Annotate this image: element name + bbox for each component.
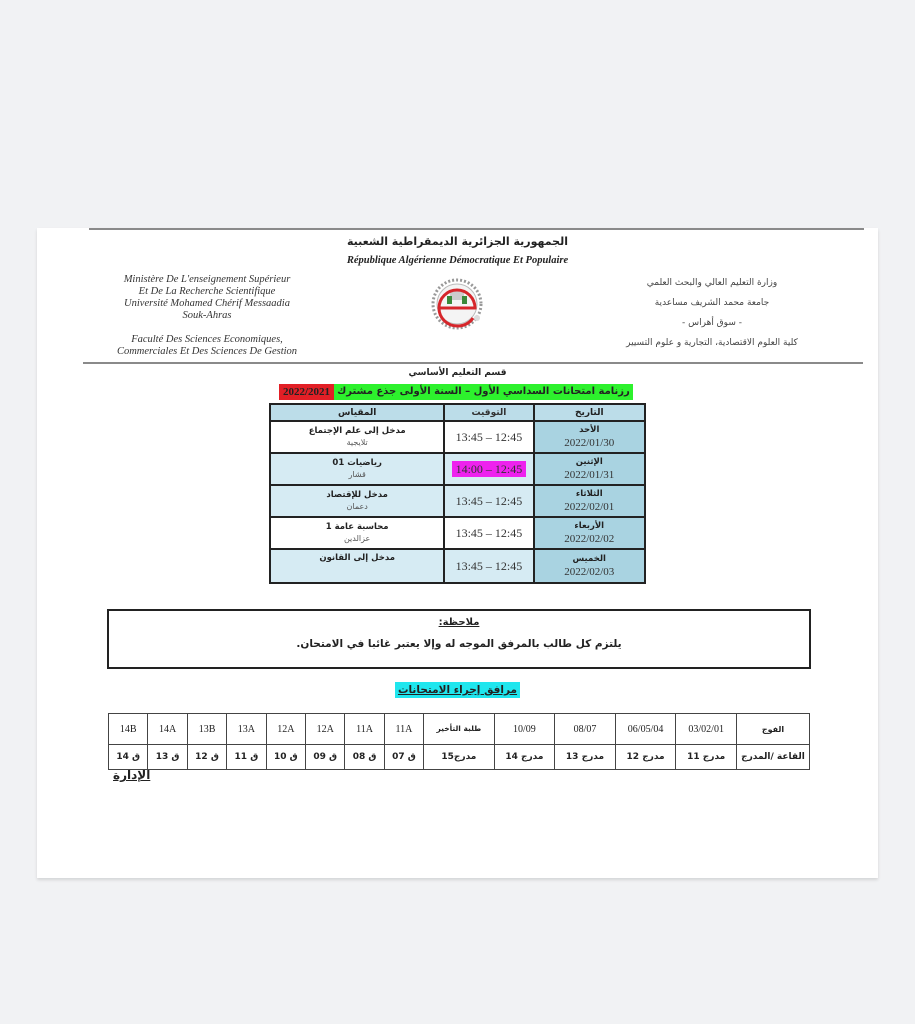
- teacher-name: تلايجية: [346, 438, 368, 447]
- date-value: 2022/02/01: [564, 501, 615, 513]
- day-name: الإثنين: [575, 457, 603, 467]
- group-cell: 14A: [148, 714, 187, 745]
- teacher-name: قشار: [348, 470, 366, 479]
- day-name: الأربعاء: [574, 521, 605, 531]
- schedule-title: [279, 384, 633, 400]
- table-row: [270, 549, 645, 583]
- date-cell: [534, 453, 645, 485]
- day-name: الثلاثاء: [575, 489, 603, 499]
- facilities-heading: [37, 680, 878, 698]
- day-name: الأحد: [579, 425, 600, 435]
- university-ar-line: جامعة محمد الشريف مساعدية: [654, 298, 770, 308]
- ministry-fr-line: Ministère De L'enseignement Supérieur: [123, 274, 291, 285]
- subject-cell: [270, 421, 444, 453]
- faculty-fr-line: Commerciales Et Des Sciences De Gestion: [116, 346, 298, 357]
- room-cell: ق 10: [266, 745, 305, 770]
- city-fr-line: Souk-Ahras: [182, 310, 232, 321]
- table-header-row: [270, 404, 645, 421]
- note-text: يلتزم كل طالب بالمرفق الموجه له وإلا يعتبر غائبا في الامتحان.: [296, 638, 622, 650]
- room-cell: ق 13: [148, 745, 187, 770]
- group-cell: 11A: [384, 714, 423, 745]
- time-cell: [444, 421, 533, 453]
- time-value-highlighted: 12:45 – 14:00: [452, 461, 527, 477]
- date-value: 2022/02/03: [564, 566, 615, 578]
- date-value: 2022/02/02: [564, 533, 615, 545]
- groups-row: [109, 714, 810, 745]
- schedule-title-main: رزنامة امتحانات السداسي الأول – السنة الأولى جذع مشترك: [334, 384, 633, 400]
- group-cell: 10/09: [494, 714, 555, 745]
- room-cell: ق 07: [384, 745, 423, 770]
- group-cell: 08/07: [555, 714, 616, 745]
- subject-cell: [270, 549, 444, 583]
- group-cell: 14B: [109, 714, 148, 745]
- date-value: 2022/01/31: [564, 469, 615, 481]
- room-cell: مدرج15: [424, 745, 494, 770]
- room-cell: مدرج 14: [494, 745, 555, 770]
- republic-arabic: الجمهورية الجزائرية الديمقراطية الشعبية: [347, 235, 568, 248]
- room-cell: مدرج 13: [555, 745, 616, 770]
- date-cell: [534, 485, 645, 517]
- note-title: ملاحظة:: [438, 617, 480, 628]
- time-value: 12:45 – 13:45: [455, 493, 523, 508]
- time-cell: [444, 517, 533, 549]
- header-arabic-block: [607, 273, 817, 353]
- time-cell: [444, 549, 533, 583]
- rooms-table: [108, 713, 810, 770]
- header-divider: [83, 362, 863, 364]
- faculty-fr-line: Faculté Des Sciences Economiques,: [131, 334, 283, 345]
- faculty-ar-line: كلية العلوم الاقتصادية، التجارية و علوم التسيير: [626, 338, 798, 348]
- republic-french: République Algérienne Démocratique Et Populaire: [346, 255, 569, 266]
- header-date: التاريخ: [534, 404, 645, 421]
- time-value: 12:45 – 13:45: [455, 558, 523, 573]
- ministry-ar-line: وزارة التعليم العالي والبحث العلمي: [646, 278, 778, 288]
- group-cell-late-students: طلبة التأخير: [424, 714, 494, 745]
- subject-name: مدخل إلى علم الإجتماع: [308, 426, 406, 436]
- city-ar-line: - سوق أهراس -: [682, 318, 742, 328]
- subject-cell: [270, 453, 444, 485]
- subject-name: رياضيات 01: [332, 458, 382, 468]
- group-cell: 12A: [266, 714, 305, 745]
- group-cell: 11A: [345, 714, 384, 745]
- date-cell: [534, 421, 645, 453]
- note-box: [107, 609, 811, 669]
- group-label: الفوج: [737, 714, 810, 745]
- room-cell: ق 09: [306, 745, 345, 770]
- group-cell: 13A: [227, 714, 266, 745]
- teacher-name: عزالدين: [343, 534, 371, 543]
- exam-schedule-table: [269, 403, 646, 584]
- group-cell: 13B: [187, 714, 226, 745]
- subject-cell: [270, 517, 444, 549]
- table-row: [270, 421, 645, 453]
- day-name: الخميس: [572, 554, 606, 564]
- header-subject: المقياس: [270, 404, 444, 421]
- date-value: 2022/01/30: [564, 437, 615, 449]
- subject-name: محاسبة عامة 1: [325, 522, 389, 532]
- time-cell: [444, 485, 533, 517]
- group-cell: 03/02/01: [676, 714, 737, 745]
- time-value: 12:45 – 13:45: [455, 429, 523, 444]
- ministry-fr-line: Et De La Recherche Scientifique: [138, 286, 276, 297]
- room-label: القاعة /المدرج: [737, 745, 810, 770]
- department-label: قسم التعليم الأساسي: [408, 368, 507, 378]
- subject-cell: [270, 485, 444, 517]
- room-cell: ق 12: [187, 745, 226, 770]
- top-divider: [89, 228, 864, 230]
- time-value: 12:45 – 13:45: [455, 525, 523, 540]
- date-cell: [534, 549, 645, 583]
- rooms-row: [109, 745, 810, 770]
- table-row: [270, 453, 645, 485]
- room-cell: مدرج 11: [676, 745, 737, 770]
- header-time: التوقيت: [444, 404, 533, 421]
- university-fr-line: Université Mohamed Chérif Messaadia: [124, 298, 290, 309]
- header-french-block: [97, 274, 317, 358]
- group-cell: 12A: [306, 714, 345, 745]
- schedule-title-year: 2022/2021: [279, 384, 334, 400]
- university-logo-icon: [427, 274, 487, 334]
- table-row: [270, 485, 645, 517]
- date-cell: [534, 517, 645, 549]
- administration-signature: الإدارة: [113, 768, 151, 782]
- teacher-name: دعمان: [346, 502, 368, 511]
- room-cell: ق 11: [227, 745, 266, 770]
- time-cell: [444, 453, 533, 485]
- subject-name: مدخل للإقتصاد: [326, 490, 388, 500]
- table-row: [270, 517, 645, 549]
- document-page: [37, 228, 878, 878]
- room-cell: مدرج 12: [615, 745, 676, 770]
- facilities-title: مرافق إجراء الامتحانات: [395, 682, 520, 698]
- group-cell: 06/05/04: [615, 714, 676, 745]
- subject-name: مدخل إلى القانون: [319, 553, 396, 563]
- room-cell: ق 08: [345, 745, 384, 770]
- room-cell: ق 14: [109, 745, 148, 770]
